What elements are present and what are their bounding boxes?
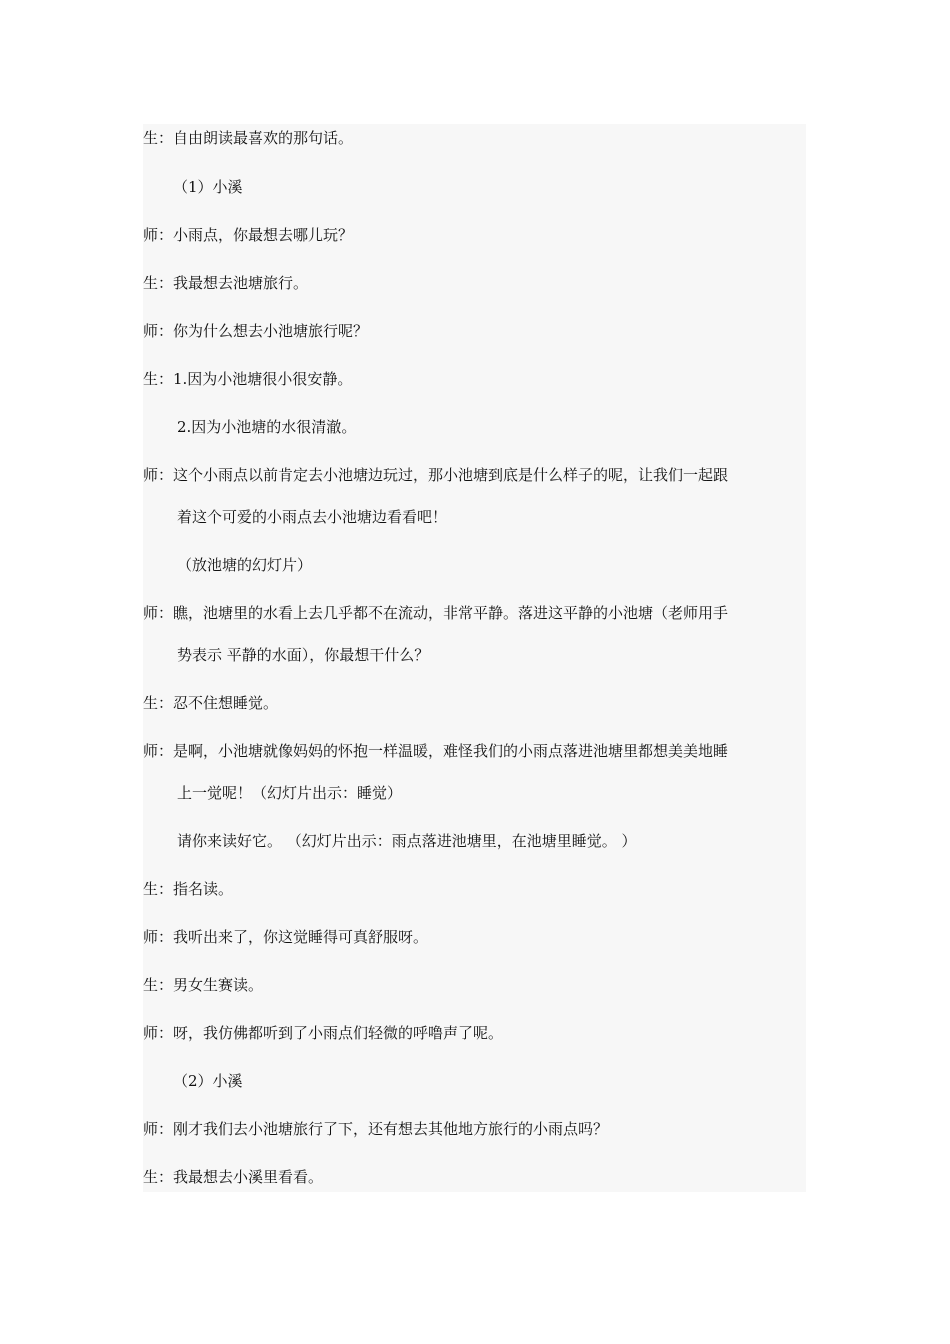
- text-line: 师：这个小雨点以前肯定去小池塘边玩过，那小池塘到底是什么样子的呢，让我们一起跟: [143, 466, 729, 484]
- document-page: [143, 124, 806, 1192]
- stage-direction: （放池塘的幻灯片）: [177, 556, 313, 574]
- text-line: 生：指名读。: [143, 880, 234, 898]
- text-line: 生：1.因为小池塘很小很安静。: [143, 370, 353, 388]
- text-line: 师：小雨点，你最想去哪儿玩？: [143, 226, 354, 244]
- text-line: 师：刚才我们去小池塘旅行了下，还有想去其他地方旅行的小雨点吗？: [143, 1120, 609, 1138]
- text-line: 2.因为小池塘的水很清澈。: [177, 418, 357, 436]
- text-line: 生：我最想去小溪里看看。: [143, 1168, 324, 1186]
- section-heading: （1）小溪: [173, 178, 243, 196]
- text-line: 上一觉呢！（幻灯片出示：睡觉）: [177, 784, 403, 802]
- text-line: 生：我最想去池塘旅行。: [143, 274, 309, 292]
- section-heading: （2）小溪: [173, 1072, 243, 1090]
- text-line: 师：呀，我仿佛都听到了小雨点们轻微的呼噜声了呢。: [143, 1024, 504, 1042]
- text-line: 师：瞧，池塘里的水看上去几乎都不在流动，非常平静。落进这平静的小池塘（老师用手: [143, 604, 729, 622]
- text-line: 着这个可爱的小雨点去小池塘边看看吧！: [177, 508, 448, 526]
- text-line: 生：忍不住想睡觉。: [143, 694, 279, 712]
- text-line: 师：我听出来了，你这觉睡得可真舒服呀。: [143, 928, 429, 946]
- text-line: 生：自由朗读最喜欢的那句话。: [143, 129, 354, 147]
- text-line: 势表示 平静的水面），你最想干什么？: [177, 646, 430, 664]
- text-line: 请你来读好它。 （幻灯片出示：雨点落进池塘里，在池塘里睡觉。 ）: [177, 832, 637, 850]
- text-line: 师：是啊，小池塘就像妈妈的怀抱一样温暖，难怪我们的小雨点落进池塘里都想美美地睡: [143, 742, 729, 760]
- text-line: 生：男女生赛读。: [143, 976, 264, 994]
- text-line: 师：你为什么想去小池塘旅行呢？: [143, 322, 369, 340]
